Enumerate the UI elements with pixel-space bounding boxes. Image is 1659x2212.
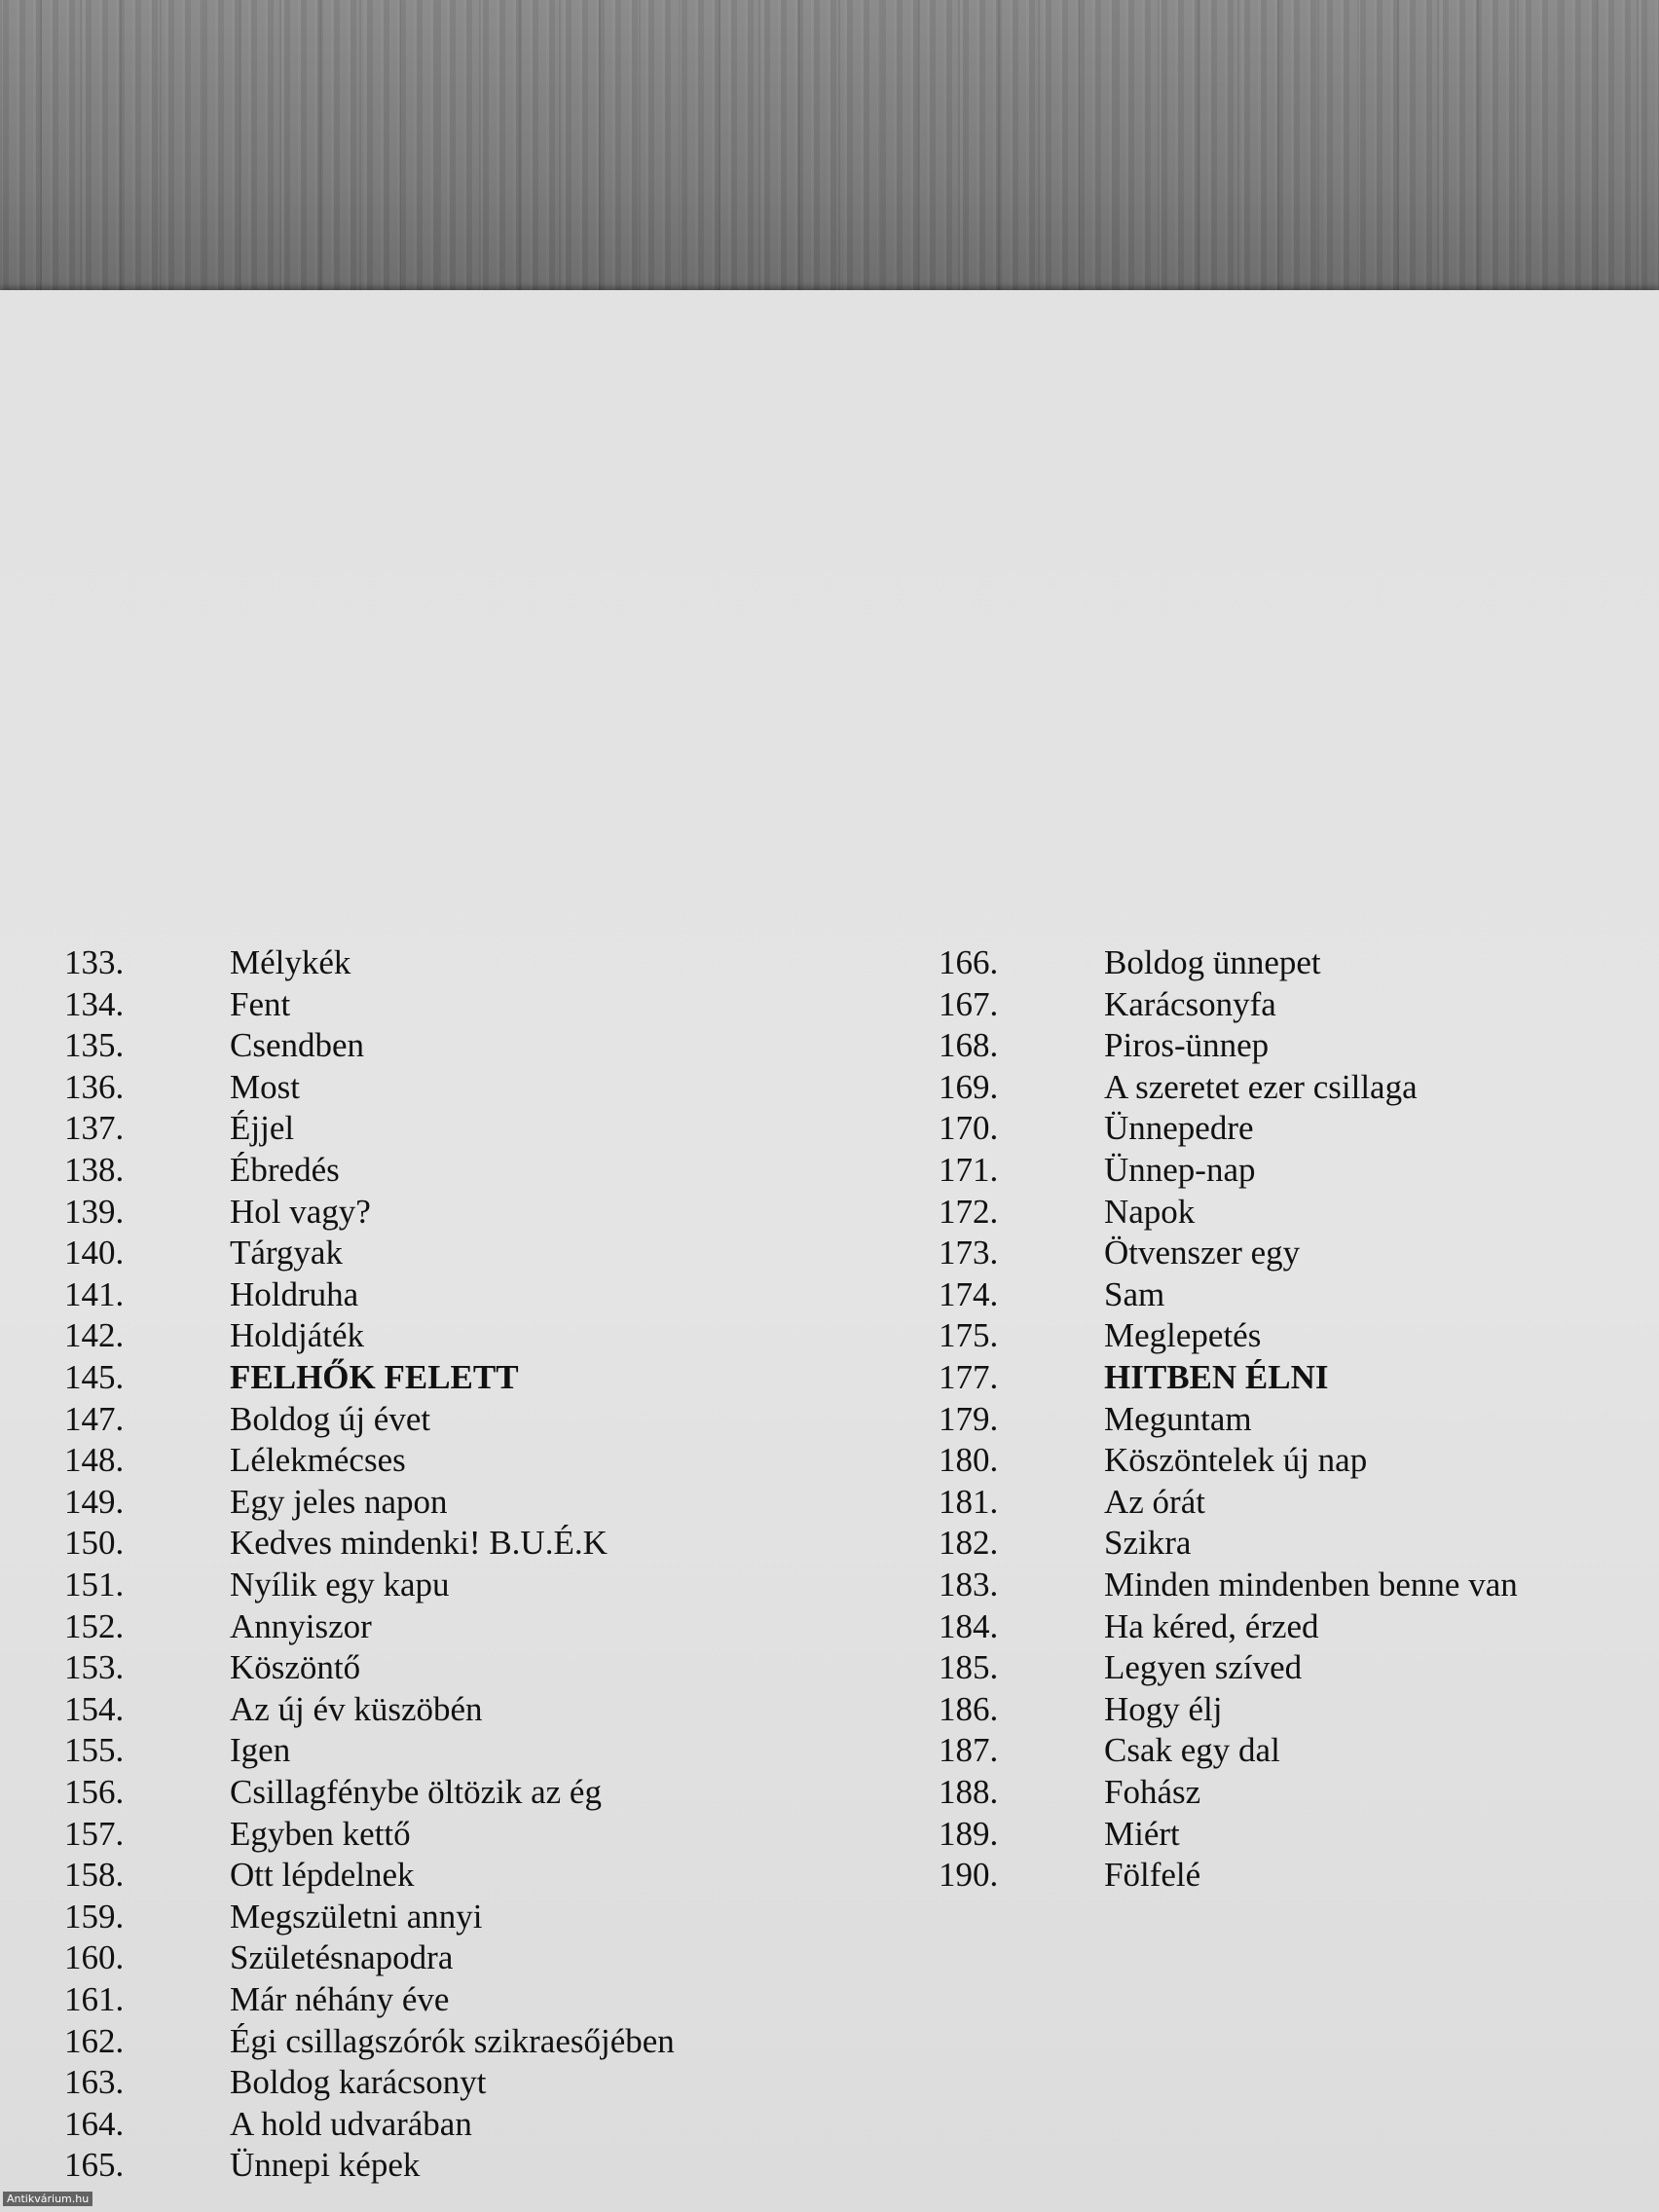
- toc-entry-number: 186.: [939, 1689, 999, 1728]
- toc-entry-number: 182.: [939, 1524, 999, 1563]
- toc-entry-number: 160.: [64, 1938, 125, 1977]
- toc-entry-title: Az új év küszöbén: [230, 1689, 483, 1728]
- toc-entry-number: 171.: [939, 1151, 999, 1189]
- toc-entry-title: Holdjáték: [230, 1316, 365, 1355]
- toc-entry-number: 188.: [939, 1773, 999, 1811]
- toc-entry-title: Ünnepedre: [1104, 1109, 1254, 1148]
- toc-entry-number: 185.: [939, 1648, 999, 1687]
- toc-entry-number: 148.: [64, 1441, 125, 1480]
- toc-entry-title: Csillagfénybe öltözik az ég: [230, 1773, 602, 1811]
- toc-entry-title: Ébredés: [230, 1151, 340, 1189]
- toc-entry-title: Megszületni annyi: [230, 1897, 483, 1936]
- toc-entry-number: 154.: [64, 1689, 125, 1728]
- toc-section-heading: HITBEN ÉLNI: [1104, 1358, 1329, 1396]
- toc-entry-title: Ott lépdelnek: [230, 1856, 415, 1895]
- toc-entry-number: 166.: [939, 943, 999, 981]
- toc-entry-title: Az órát: [1104, 1482, 1205, 1521]
- toc-entry-title: Sam: [1104, 1274, 1165, 1313]
- toc-entry-number: 138.: [64, 1151, 125, 1189]
- toc-entry-number: 153.: [64, 1648, 125, 1687]
- toc-entry-title: Holdruha: [230, 1274, 359, 1313]
- toc-entry-number: 162.: [64, 2021, 125, 2060]
- toc-entry-number: 189.: [939, 1814, 999, 1853]
- toc-entry-number: 164.: [64, 2104, 125, 2143]
- toc-entry-title: Miért: [1104, 1814, 1180, 1853]
- toc-entry-title: Meguntam: [1104, 1399, 1252, 1438]
- toc-entry-number: 156.: [64, 1773, 125, 1811]
- toc-entry-number: 181.: [939, 1482, 999, 1521]
- toc-entry-title: Égi csillagszórók szikraesőjében: [230, 2021, 675, 2060]
- toc-entry-title: Ünnepi képek: [230, 2146, 421, 2185]
- toc-entry-number: 157.: [64, 1814, 125, 1853]
- toc-entry-title: Karácsonyfa: [1104, 984, 1276, 1023]
- toc-entry-title: Hol vagy?: [230, 1192, 371, 1231]
- toc-entry-number: 158.: [64, 1856, 125, 1895]
- toc-entry-number: 152.: [64, 1606, 125, 1645]
- toc-entry-number: 175.: [939, 1316, 999, 1355]
- toc-entry-number: 169.: [939, 1067, 999, 1106]
- toc-entry-title: Éjjel: [230, 1109, 295, 1148]
- toc-entry-title: A hold udvarában: [230, 2104, 472, 2143]
- toc-entry-title: Meglepetés: [1104, 1316, 1262, 1355]
- toc-entry-number: 190.: [939, 1856, 999, 1895]
- toc-entry-number: 173.: [939, 1234, 999, 1272]
- toc-entry-title: Ha kéred, érzed: [1104, 1606, 1319, 1645]
- toc-entry-title: Minden mindenben benne van: [1104, 1566, 1518, 1604]
- toc-entry-title: Egyben kettő: [230, 1814, 411, 1853]
- toc-entry-title: Legyen szíved: [1104, 1648, 1303, 1687]
- toc-entry-title: Boldog új évet: [230, 1399, 431, 1438]
- toc-entry-number: 134.: [64, 984, 125, 1023]
- toc-entry-number: 172.: [939, 1192, 999, 1231]
- toc-entry-title: Fent: [230, 984, 291, 1023]
- toc-entry-number: 139.: [64, 1192, 125, 1231]
- toc-entry-number: 141.: [64, 1274, 125, 1313]
- toc-entry-title: Egy jeles napon: [230, 1482, 448, 1521]
- toc-entry-number: 159.: [64, 1897, 125, 1936]
- toc-entry-number: 174.: [939, 1274, 999, 1313]
- toc-entry-title: Piros-ünnep: [1104, 1026, 1270, 1065]
- watermark: Antikvárium.hu: [3, 2192, 92, 2206]
- toc-entry-number: 150.: [64, 1524, 125, 1563]
- toc-entry-number: 170.: [939, 1109, 999, 1148]
- toc-entry-number: 151.: [64, 1566, 125, 1604]
- toc-section-heading: FELHŐK FELETT: [230, 1358, 519, 1396]
- toc-entry-number: 183.: [939, 1566, 999, 1604]
- toc-entry-title: Napok: [1104, 1192, 1196, 1231]
- toc-entry-title: Mélykék: [230, 943, 351, 981]
- toc-entry-title: Már néhány éve: [230, 1980, 450, 2018]
- toc-entry-title: Most: [230, 1067, 300, 1106]
- toc-entry-number: 155.: [64, 1731, 125, 1770]
- toc-entry-title: Fölfelé: [1104, 1856, 1201, 1895]
- toc-entry-title: Lélekmécses: [230, 1441, 406, 1480]
- toc-entry-title: Hogy élj: [1104, 1689, 1223, 1728]
- toc-entry-number: 163.: [64, 2063, 125, 2102]
- toc-entry-number: 140.: [64, 1234, 125, 1272]
- toc-entry-number: 137.: [64, 1109, 125, 1148]
- toc-entry-title: Annyiszor: [230, 1606, 372, 1645]
- toc-entry-title: Kedves mindenki! B.U.É.K: [230, 1524, 608, 1563]
- toc-entry-title: Tárgyak: [230, 1234, 343, 1272]
- toc-entry-title: A szeretet ezer csillaga: [1104, 1067, 1418, 1106]
- toc-entry-number: 167.: [939, 984, 999, 1023]
- toc-entry-number: 177.: [939, 1358, 999, 1396]
- toc-entry-number: 180.: [939, 1441, 999, 1480]
- toc-entry-title: Boldog karácsonyt: [230, 2063, 487, 2102]
- toc-entry-number: 133.: [64, 943, 125, 981]
- toc-entry-number: 147.: [64, 1399, 125, 1438]
- toc-entry-title: Ötvenszer egy: [1104, 1234, 1301, 1272]
- toc-entry-title: Köszöntő: [230, 1648, 361, 1687]
- toc-entry-title: Csendben: [230, 1026, 365, 1065]
- toc-entry-number: 187.: [939, 1731, 999, 1770]
- toc-entry-number: 161.: [64, 1980, 125, 2018]
- toc-entry-title: Köszöntelek új nap: [1104, 1441, 1368, 1480]
- toc-entry-number: 135.: [64, 1026, 125, 1065]
- toc-entry-number: 136.: [64, 1067, 125, 1106]
- toc-entry-number: 142.: [64, 1316, 125, 1355]
- toc-entry-title: Ünnep-nap: [1104, 1151, 1256, 1189]
- toc-entry-title: Szikra: [1104, 1524, 1192, 1563]
- toc-entry-title: Nyílik egy kapu: [230, 1566, 450, 1604]
- toc-entry-number: 168.: [939, 1026, 999, 1065]
- toc-entry-title: Fohász: [1104, 1773, 1201, 1811]
- toc-entry-title: Igen: [230, 1731, 291, 1770]
- wood-background: [0, 0, 1659, 297]
- toc-entry-number: 145.: [64, 1358, 125, 1396]
- toc-entry-number: 179.: [939, 1399, 999, 1438]
- book-page: [0, 290, 1659, 2212]
- toc-entry-title: Születésnapodra: [230, 1938, 454, 1977]
- toc-entry-number: 149.: [64, 1482, 125, 1521]
- toc-entry-number: 184.: [939, 1606, 999, 1645]
- toc-entry-title: Boldog ünnepet: [1104, 943, 1321, 981]
- toc-entry-number: 165.: [64, 2146, 125, 2185]
- toc-entry-title: Csak egy dal: [1104, 1731, 1280, 1770]
